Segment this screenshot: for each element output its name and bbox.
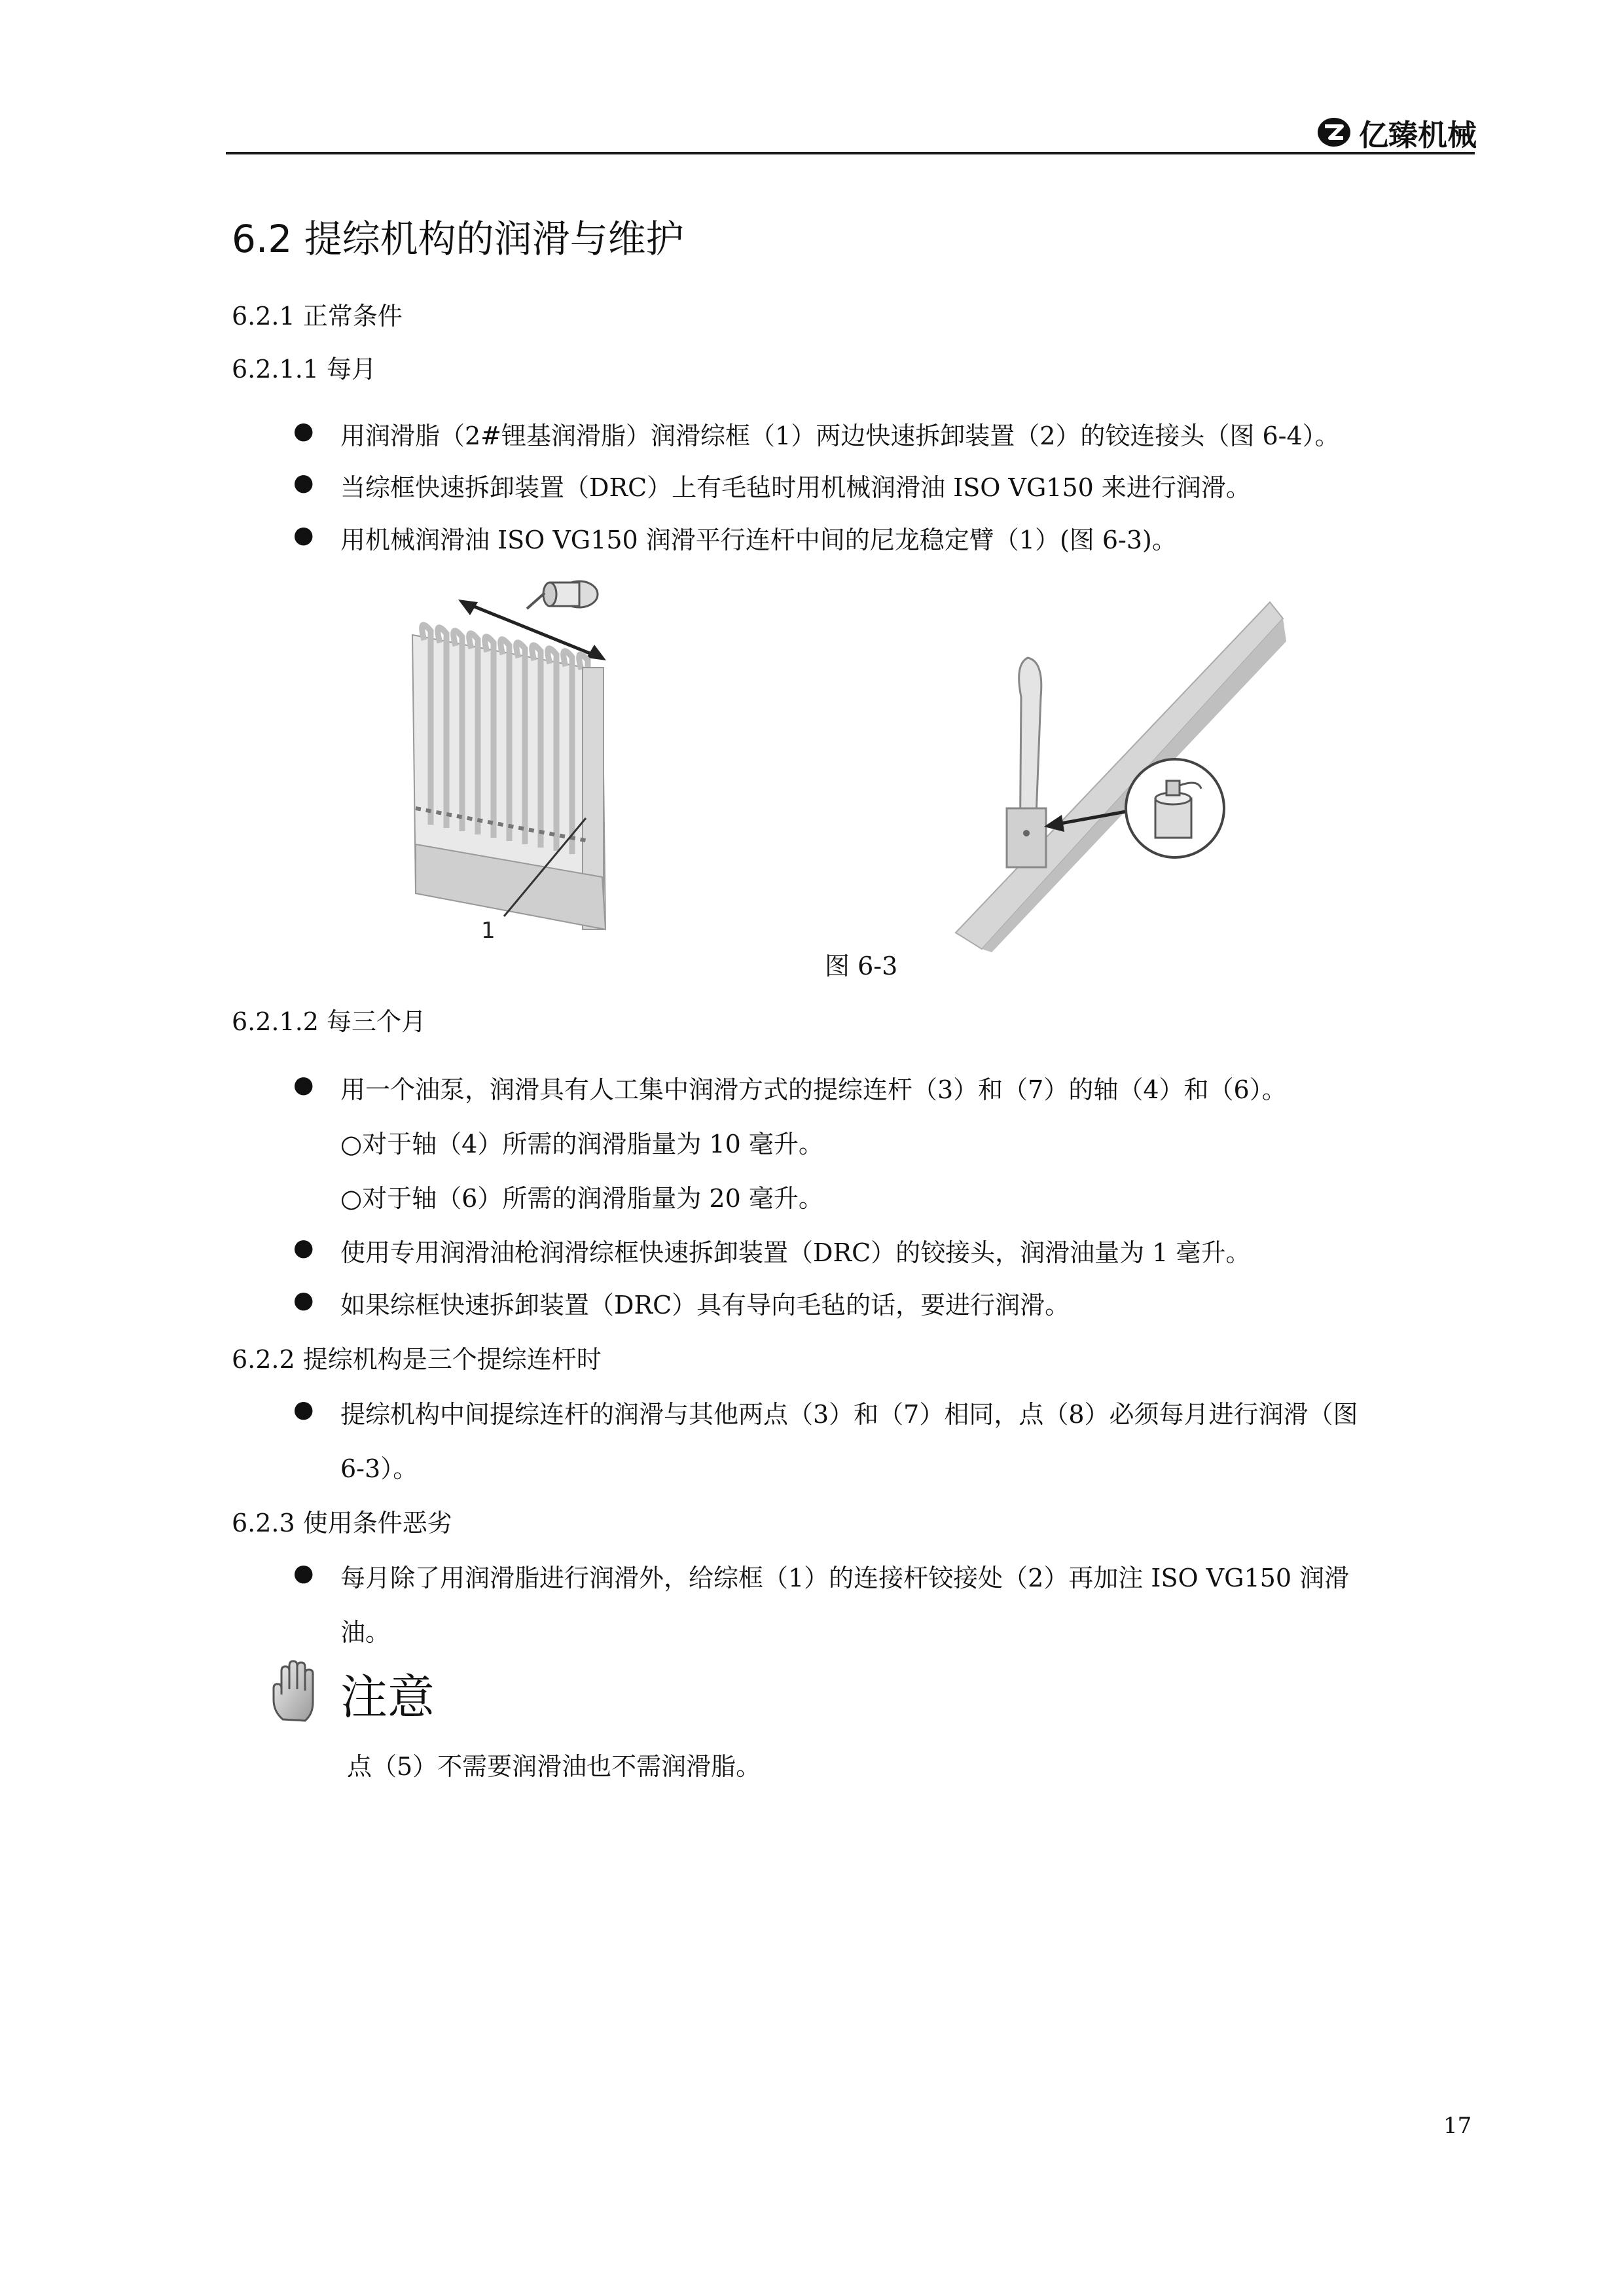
bullet-dot: ● (293, 418, 314, 444)
subsection-heading-6-2-1-2: 6.2.1.2 每三个月 (232, 1007, 427, 1036)
list-sub-item: ○对于轴（4）所需的润滑脂量为 10 毫升。 (340, 1130, 823, 1158)
brand-logo-icon (1317, 115, 1351, 149)
figure-stabilizer-arm (929, 592, 1296, 952)
bullet-dot: ● (293, 469, 314, 496)
figure-heddle-frame (393, 563, 628, 949)
bullet-dot: ● (293, 1234, 314, 1261)
header-rule (226, 152, 1475, 154)
note-title: 注意 (340, 1670, 435, 1725)
subsection-heading-6-2-2: 6.2.2 提综机构是三个提综连杆时 (232, 1345, 602, 1374)
bullet-dot: ● (293, 1560, 314, 1587)
brand-name: 亿臻机械 (1359, 117, 1477, 152)
list-item-continuation: 6-3）。 (340, 1454, 418, 1483)
subsection-heading-6-2-3: 6.2.3 使用条件恶劣 (232, 1509, 452, 1537)
section-title: 6.2 提综机构的润滑与维护 (232, 217, 684, 261)
list-item: 提综机构中间提综连杆的润滑与其他两点（3）和（7）相同，点（8）必须每月进行润滑（图 (340, 1400, 1358, 1429)
figure-caption: 图 6-3 (825, 952, 898, 980)
list-item: 每月除了用润滑脂进行润滑外，给综框（1）的连接杆铰接处（2）再加注 ISO VG150 润滑 (340, 1564, 1350, 1592)
oil-can-icon (527, 581, 598, 609)
header-logo (1317, 113, 1477, 152)
bullet-dot: ● (293, 1396, 314, 1423)
subsection-heading-6-2-1-1: 6.2.1.1 每月 (232, 355, 377, 384)
list-item: 用机械润滑油 ISO VG150 润滑平行连杆中间的尼龙稳定臂（1）(图 6-3)。 (340, 526, 1177, 554)
list-item: 使用专用润滑油枪润滑综框快速拆卸装置（DRC）的铰接头，润滑油量为 1 毫升。 (340, 1238, 1251, 1267)
page-number: 17 (1443, 2113, 1472, 2139)
bullet-dot: ● (293, 1071, 314, 1098)
list-item: 当综框快速拆卸装置（DRC）上有毛毡时用机械润滑油 ISO VG150 来进行润滑。 (340, 473, 1251, 502)
subsection-heading-6-2-1: 6.2.1 正常条件 (232, 302, 403, 331)
list-item-continuation: 油。 (340, 1618, 391, 1647)
bullet-dot: ● (293, 522, 314, 548)
list-item: 用润滑脂（2#锂基润滑脂）润滑综框（1）两边快速拆卸装置（2）的铰连接头（图 6-4）。 (340, 422, 1340, 450)
figure-callout-label: 1 (481, 918, 496, 944)
list-item: 用一个油泵，润滑具有人工集中润滑方式的提综连杆（3）和（7）的轴（4）和（6）。 (340, 1075, 1287, 1104)
note-text: 点（5）不需要润滑油也不需润滑脂。 (347, 1752, 761, 1781)
list-sub-item: ○对于轴（6）所需的润滑脂量为 20 毫升。 (340, 1184, 823, 1213)
hand-stop-icon (268, 1659, 325, 1725)
list-item: 如果综框快速拆卸装置（DRC）具有导向毛毡的话，要进行润滑。 (340, 1291, 1070, 1319)
bullet-dot: ● (293, 1287, 314, 1314)
